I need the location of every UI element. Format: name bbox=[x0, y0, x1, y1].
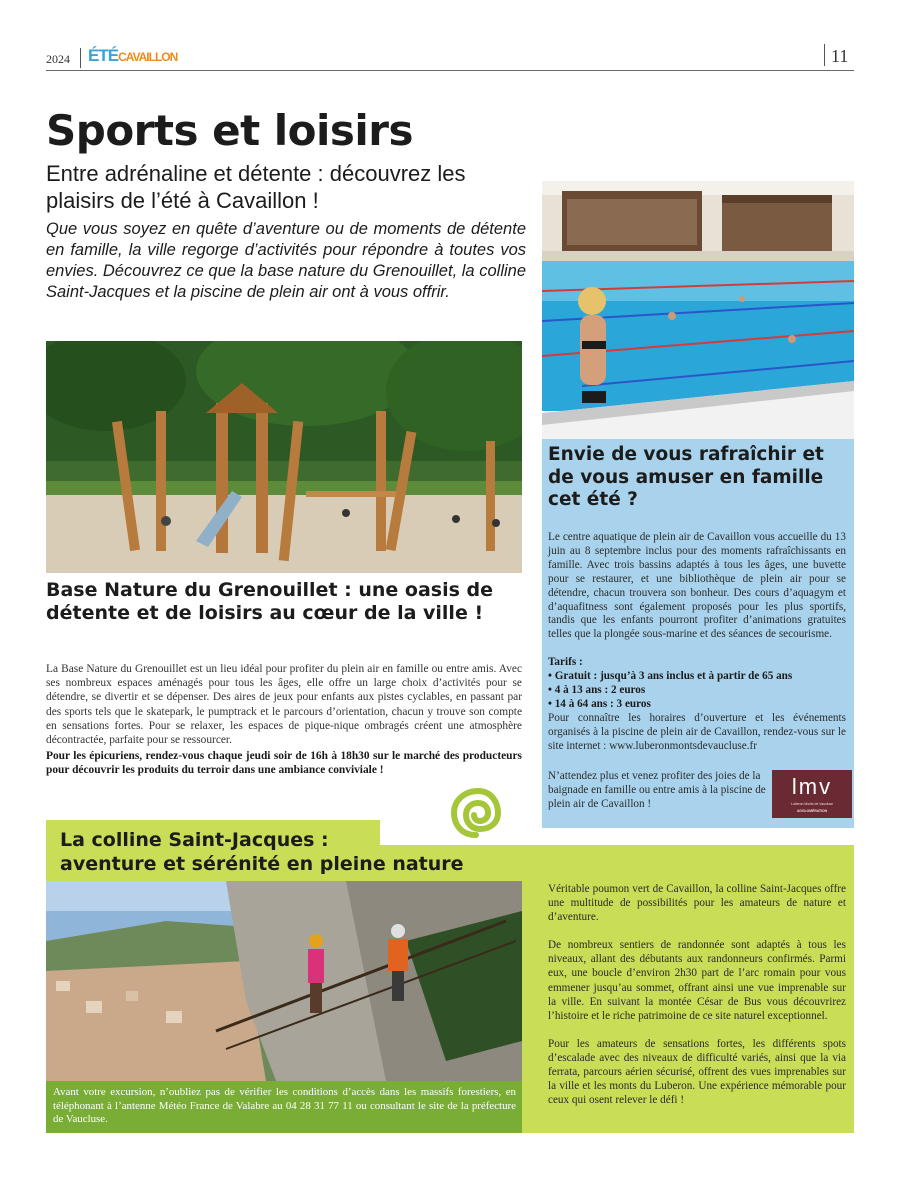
header-separator bbox=[80, 48, 81, 68]
pool-body: Le centre aquatique de plein air de Cavaillon vous accueille du 13 juin au 8 septembre inclus pour des moments rafraîchissants en famille. Avec trois bassins adaptés à tous les âges, une buvette pour se restaurer, et une bibliothèque de plein air pour se détendre, chacun trouvera son bonheur. Des cours d’aquagym et d’aquafitness sont également proposés pour les plus sportifs, tandis que les enfants pourront profiter d’animations gratuites telles que la plongée sous-marine et des séances de secourisme. bbox=[548, 531, 846, 641]
ete-cavaillon-logo bbox=[88, 46, 177, 70]
pool-tarifs bbox=[548, 656, 846, 712]
lmv-logo-name: Luberon Monts de Vaucluse bbox=[791, 802, 833, 806]
page-subtitle: Entre adrénaline et détente : découvrez les plaisirs de l’été à Cavaillon ! bbox=[46, 161, 466, 213]
colline-text-column bbox=[548, 882, 846, 1121]
pool-heading: Envie de vous rafraîchir et de vous amuser en famille cet été ? bbox=[548, 444, 824, 510]
lmv-logo-mark: lmv bbox=[791, 774, 833, 799]
base-nature-highlight: Pour les épicuriens, rendez-vous chaque jeudi soir de 16h à 18h30 sur le marché des producteurs pour découvrir les produits du terroir dans une ambiance conviviale ! bbox=[46, 750, 522, 777]
logo-ete-text: ÉTÉ bbox=[88, 46, 119, 65]
base-nature-body: La Base Nature du Grenouillet est un lieu idéal pour profiter du plein air en famille ou entre amis. Avec ses nombreux espaces aménagés pour tous les âges, elle offre un large choix d’activités pour se détendre, se divertir et se dépenser. Des aires de jeux pour enfants aux pistes cyclables, en passant par des sports tels que le skatepark, le pumptrack et le parcours d’orientation, chacun y trouve son compte en sensations fortes. Pour se relaxer, les espaces de pique-nique ombragés créent une atmosphère décontractée, parfaite pour se ressourcer. bbox=[46, 663, 522, 747]
tarifs-label: Tarifs : bbox=[548, 656, 583, 668]
colline-paragraph-2: De nombreux sentiers de randonnée sont adaptés à tous les niveaux, allant des débutants aux randonneurs confirmés. Parmi eux, une boucle d’environ 2h30 part de l’arc romain pour vous emmener jusqu’au sommet, offrant ainsi une vue imprenable sur la ville. En suivant la montée César de Bus vous découvrirez l’histoire et le riche patrimoine de ce site naturel exceptionnel. bbox=[548, 939, 846, 1022]
page-title: Sports et loisirs bbox=[46, 106, 414, 155]
colline-caption: Avant votre excursion, n’oubliez pas de vérifier les conditions d’accès dans les massifs forestiers, en téléphonant à l’antenne Météo France de Valabre au 04 28 31 77 11 ou consultant le site de la préfecture de Vaucluse. bbox=[53, 1086, 516, 1125]
lmv-logo-tagline: AGGLOMÉRATION bbox=[796, 809, 828, 813]
pool-hours-info: Pour connaître les horaires d’ouverture et les événements organisés à la piscine de plein air de Cavaillon, rendez-vous sur le site internet : www.luberonmontsdevaucluse.fr bbox=[548, 712, 846, 752]
via-ferrata-photo bbox=[46, 881, 522, 1081]
tarif-item: • Gratuit : jusqu’à 3 ans inclus et à partir de 65 ans bbox=[548, 669, 793, 682]
header-rule bbox=[46, 70, 854, 71]
pool-closing: N’attendez plus et venez profiter des joies de la baignade en famille ou entre amis à la piscine de plein air de Cavaillon ! bbox=[548, 770, 766, 810]
colline-paragraph-1: Véritable poumon vert de Cavaillon, la colline Saint-Jacques offre une multitude de possibilités pour les amateurs de nature et d’aventure. bbox=[548, 883, 846, 924]
base-nature-heading: Base Nature du Grenouillet : une oasis de détente et de loisirs au cœur de la ville ! bbox=[46, 579, 494, 624]
colline-heading-line2: aventure et sérénité en pleine nature bbox=[60, 853, 464, 875]
page-number-separator bbox=[824, 44, 825, 66]
lmv-agglomeration-logo bbox=[772, 770, 852, 818]
page-number: 11 bbox=[831, 46, 849, 66]
logo-city-text: CAVAILLON bbox=[118, 50, 178, 64]
colline-heading-line1: La colline Saint-Jacques : bbox=[60, 829, 329, 851]
tarif-item: • 4 à 13 ans : 2 euros bbox=[548, 683, 646, 696]
intro-paragraph: Que vous soyez en quête d’aventure ou de moments de détente en famille, la ville regorge d’activités pour répondre à toutes vos envies. Découvrez ce que la base nature du Grenouillet, la colline Saint-Jacques et la piscine de plein air ont à vous offrir. bbox=[46, 220, 526, 301]
colline-paragraph-3: Pour les amateurs de sensations fortes, les différents spots d’escalade avec des niveaux de difficulté variés, ainsi que la via ferrata, parcours aérien sécurisé, offrent des vues imprenables sur la ville et les monts du Luberon. Une expérience mémorable pour ceux qui osent relever le défi ! bbox=[548, 1037, 846, 1107]
tarif-item: • 14 à 64 ans : 3 euros bbox=[548, 697, 651, 710]
colline-heading bbox=[60, 828, 530, 876]
pool-photo bbox=[542, 181, 854, 439]
playground-photo bbox=[46, 341, 522, 573]
issue-year: 2024 bbox=[46, 52, 70, 66]
